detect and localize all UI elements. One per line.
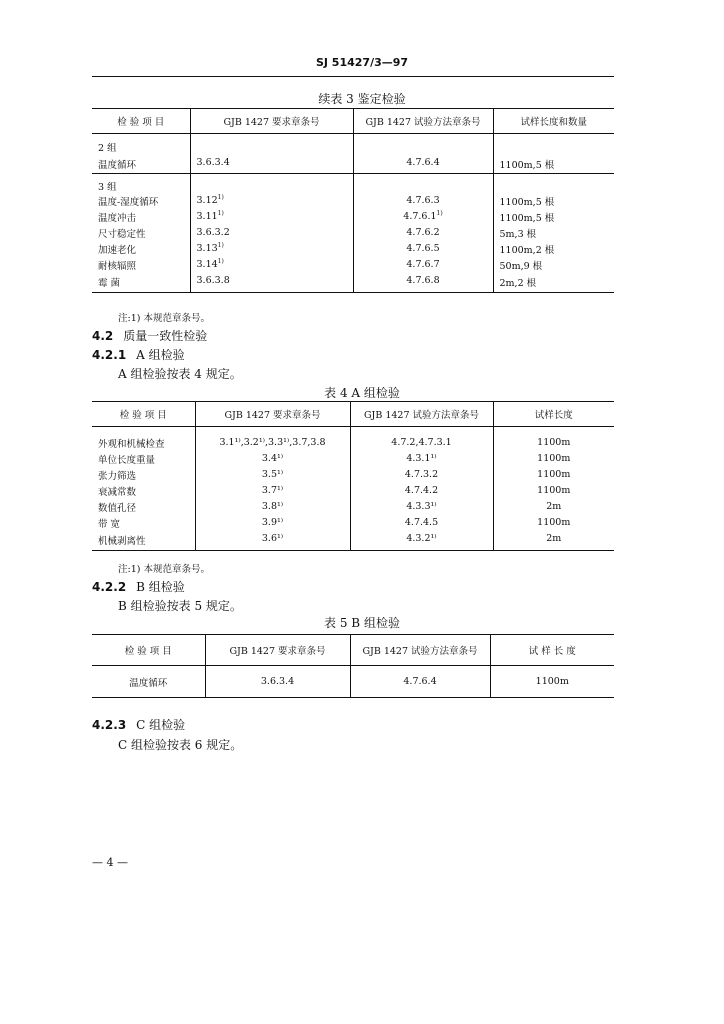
row-item: 尺寸稳定性 xyxy=(98,228,146,240)
group-label: 2 组 xyxy=(98,142,117,154)
col-header-method: GJB 1427 试验方法章条号 xyxy=(350,635,490,666)
row-sample: 5m,3 根 xyxy=(493,225,614,241)
table3-caption: 续表 3 鉴定检验 xyxy=(318,92,406,106)
table5-caption: 表 5 B 组检验 xyxy=(324,616,400,630)
col-header-req: GJB 1427 要求章条号 xyxy=(195,402,350,427)
row-sample: 2m,2 根 xyxy=(493,273,614,293)
section-title: A 组检验 xyxy=(136,348,185,362)
row-req: 3.13 xyxy=(196,243,218,254)
section-4-2-heading xyxy=(92,327,207,344)
row-method: 4.7.6.5 xyxy=(406,243,440,254)
row-req: 3.11 xyxy=(196,211,218,222)
page-number: — 4 — xyxy=(92,856,128,869)
row-length: 2m xyxy=(493,499,614,515)
footnote-mark: 1) xyxy=(217,194,224,201)
col-header-sample: 试样长度和数量 xyxy=(493,109,614,134)
footnote-mark: 1) xyxy=(217,242,224,249)
row-req: 3.6.3.4 xyxy=(205,666,350,698)
row-sample: 1100m,5 根 xyxy=(493,209,614,225)
row-length: 1100m xyxy=(493,515,614,531)
group-label: 3 组 xyxy=(98,181,117,193)
row-method: 4.7.6.3 xyxy=(406,195,440,206)
row-req: 3.4¹⁾ xyxy=(195,451,350,467)
table-row xyxy=(92,467,614,483)
section-number: 4.2.3 xyxy=(92,718,127,732)
footnote-mark: 1) xyxy=(217,210,224,217)
row-item: 温度-湿度循环 xyxy=(98,196,159,208)
col-header-req: GJB 1427 要求章条号 xyxy=(205,635,350,666)
table-row xyxy=(92,154,614,174)
col-header-req: GJB 1427 要求章条号 xyxy=(190,109,353,134)
section-title: 质量一致性检验 xyxy=(123,329,208,343)
row-method: 4.3.1¹⁾ xyxy=(350,451,493,467)
col-header-method: GJB 1427 试验方法章条号 xyxy=(353,109,493,134)
row-method: 4.7.3.2 xyxy=(350,467,493,483)
row-sample: 1100m,5 根 xyxy=(493,154,614,174)
row-method: 4.7.4.2 xyxy=(350,483,493,499)
table4-caption: 表 4 A 组检验 xyxy=(324,386,400,400)
section-4-2-2-paragraph: B 组检验按表 5 规定。 xyxy=(118,599,242,613)
standard-code: SJ 51427/3—97 xyxy=(315,56,409,69)
col-header-item: 检 验 项 目 xyxy=(92,402,195,427)
row-item: 温度冲击 xyxy=(98,212,137,224)
col-header-method: GJB 1427 试验方法章条号 xyxy=(350,402,493,427)
table-row xyxy=(92,209,614,225)
section-number: 4.2 xyxy=(92,329,114,343)
section-4-2-1-heading xyxy=(92,346,185,363)
row-req: 3.6.3.4 xyxy=(190,154,353,174)
row-sample: 1100m,2 根 xyxy=(493,241,614,257)
row-item: 数值孔径 xyxy=(98,502,137,514)
table4-header-row xyxy=(92,402,614,427)
col-header-length: 试 样 长 度 xyxy=(490,635,614,666)
row-req: 3.1¹⁾,3.2¹⁾,3.3¹⁾,3.7,3.8 xyxy=(195,435,350,451)
row-sample: 1100m,5 根 xyxy=(493,193,614,209)
row-method: 4.7.4.5 xyxy=(350,515,493,531)
table3-header-row xyxy=(92,109,614,134)
table-row xyxy=(92,193,614,209)
header-rule xyxy=(92,76,614,77)
row-item: 温度循环 xyxy=(129,677,168,689)
footnote-mark: 1) xyxy=(217,258,224,265)
row-sample: 50m,9 根 xyxy=(493,257,614,273)
section-4-2-3-paragraph: C 组检验按表 6 规定。 xyxy=(118,738,243,752)
row-length: 1100m xyxy=(493,467,614,483)
table-row xyxy=(92,483,614,499)
row-method: 4.7.2,4.7.3.1 xyxy=(350,435,493,451)
row-req: 3.6¹⁾ xyxy=(195,531,350,551)
row-req: 3.5¹⁾ xyxy=(195,467,350,483)
table5 xyxy=(92,634,614,698)
section-4-2-1-paragraph: A 组检验按表 4 规定。 xyxy=(118,367,242,381)
table4-note: 注:1) 本规范章条号。 xyxy=(118,564,210,575)
section-4-2-2-heading xyxy=(92,578,185,595)
table-row xyxy=(92,499,614,515)
table3 xyxy=(92,108,614,293)
row-method: 4.7.6.2 xyxy=(406,227,440,238)
table-row xyxy=(92,451,614,467)
col-header-item: 检 验 项 目 xyxy=(92,635,205,666)
table-row xyxy=(92,257,614,273)
table-row xyxy=(92,515,614,531)
row-req: 3.6.3.2 xyxy=(196,227,230,238)
row-item: 耐核辐照 xyxy=(98,260,137,272)
row-length: 2m xyxy=(493,531,614,551)
row-item: 加速老化 xyxy=(98,244,137,256)
row-length: 1100m xyxy=(493,435,614,451)
section-title: B 组检验 xyxy=(136,580,185,594)
table-row xyxy=(92,241,614,257)
row-method: 4.7.6.4 xyxy=(350,666,490,698)
row-length: 1100m xyxy=(493,451,614,467)
table-row xyxy=(92,273,614,293)
section-number: 4.2.1 xyxy=(92,348,127,362)
section-number: 4.2.2 xyxy=(92,580,127,594)
row-method: 4.7.6.8 xyxy=(406,274,440,286)
row-item: 外观和机械检查 xyxy=(98,438,165,450)
row-req: 3.12 xyxy=(196,195,218,206)
row-method: 4.7.6.4 xyxy=(353,154,493,174)
row-method: 4.7.6.7 xyxy=(406,259,440,270)
row-item: 霉 菌 xyxy=(98,277,121,289)
table-row xyxy=(92,225,614,241)
row-item: 单位长度重量 xyxy=(98,454,156,466)
table-row xyxy=(92,531,614,551)
col-header-item: 检 验 项 目 xyxy=(92,109,190,134)
row-method: 4.3.3¹⁾ xyxy=(350,499,493,515)
row-length: 1100m xyxy=(493,483,614,499)
row-method: 4.7.6.1 xyxy=(403,211,437,222)
row-req: 3.9¹⁾ xyxy=(195,515,350,531)
row-item: 机械剥离性 xyxy=(98,535,146,547)
table3-note: 注:1) 本规范章条号。 xyxy=(118,313,210,324)
table-row xyxy=(92,666,614,698)
row-method: 4.3.2¹⁾ xyxy=(350,531,493,551)
row-length: 1100m xyxy=(490,666,614,698)
row-req: 3.6.3.8 xyxy=(196,274,230,286)
row-item: 衰减常数 xyxy=(98,486,137,498)
footnote-mark: 1) xyxy=(436,210,443,217)
table-row xyxy=(92,435,614,451)
row-item: 张力筛选 xyxy=(98,470,137,482)
row-req: 3.14 xyxy=(196,259,218,270)
section-4-2-3-heading xyxy=(92,716,185,733)
table5-header-row xyxy=(92,635,614,666)
section-title: C 组检验 xyxy=(136,718,186,732)
row-req: 3.8¹⁾ xyxy=(195,499,350,515)
row-req: 3.7¹⁾ xyxy=(195,483,350,499)
row-item: 带 宽 xyxy=(98,518,121,530)
col-header-length: 试样长度 xyxy=(493,402,614,427)
row-item: 温度循环 xyxy=(98,159,137,171)
table4 xyxy=(92,401,614,551)
